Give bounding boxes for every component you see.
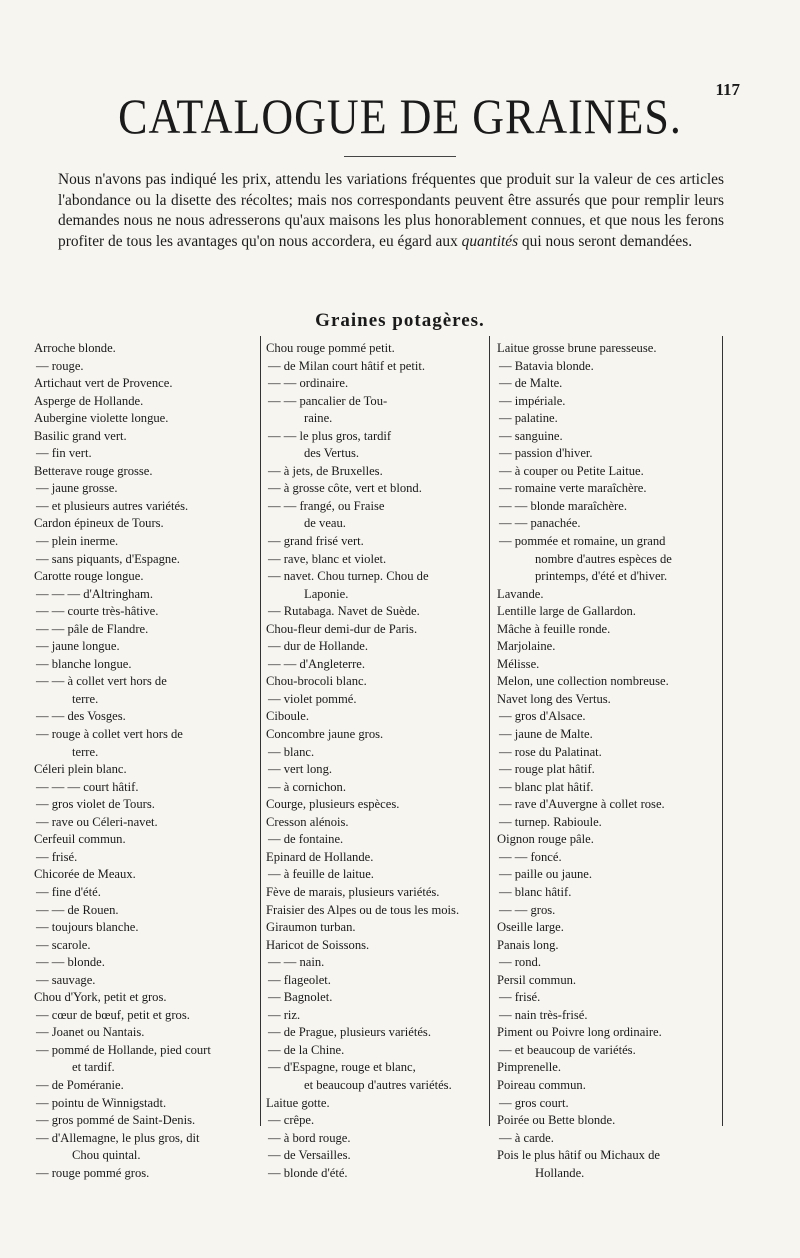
catalogue-entry: Chou quintal. — [72, 1148, 141, 1163]
catalogue-entry: — et plusieurs autres variétés. — [36, 498, 189, 513]
catalogue-entry: Pois le plus hâtif ou Michaux de — [497, 1148, 660, 1163]
catalogue-entry: Hollande. — [535, 1165, 585, 1180]
catalogue-entry: des Vertus. — [304, 446, 360, 461]
intro-text-end: qui nous seront demandées. — [518, 232, 693, 250]
catalogue-entry: Chou d'York, petit et gros. — [34, 990, 167, 1005]
catalogue-entry: — à jets, de Bruxelles. — [268, 463, 383, 478]
seed-column-3 — [497, 340, 717, 1182]
catalogue-entry: — — d'Angleterre. — [268, 656, 366, 671]
catalogue-entry: Mélisse. — [497, 656, 540, 671]
catalogue-entry: — cœur de bœuf, petit et gros. — [36, 1007, 190, 1022]
catalogue-entry: — — gros. — [499, 902, 556, 917]
catalogue-entry: — — frangé, ou Fraise — [268, 498, 385, 513]
catalogue-entry: Chou-fleur demi-dur de Paris. — [266, 621, 418, 636]
catalogue-entry: — — blonde maraîchère. — [499, 498, 627, 513]
catalogue-entry: — gros d'Alsace. — [499, 709, 586, 724]
catalogue-entry: — sanguine. — [499, 428, 563, 443]
catalogue-entry: — à grosse côte, vert et blond. — [268, 481, 422, 496]
catalogue-entry: terre. — [72, 691, 99, 706]
catalogue-entry: — — — court hâtif. — [36, 779, 139, 794]
catalogue-entry: Giraumon turban. — [266, 920, 356, 935]
catalogue-entry: — d'Espagne, rouge et blanc, — [268, 1060, 416, 1075]
catalogue-entry: Betterave rouge grosse. — [34, 463, 153, 478]
catalogue-entry: nombre d'autres espèces de — [535, 551, 672, 566]
catalogue-entry: Cardon épineux de Tours. — [34, 516, 164, 531]
title-rule — [344, 156, 456, 157]
catalogue-entry: — dur de Hollande. — [268, 639, 369, 654]
catalogue-entry: — blanc. — [268, 744, 315, 759]
catalogue-entry: — palatine. — [499, 411, 558, 426]
catalogue-entry: Lentille large de Gallardon. — [497, 604, 636, 619]
catalogue-entry: Laitue gotte. — [266, 1095, 330, 1110]
catalogue-entry: Marjolaine. — [497, 639, 556, 654]
catalogue-entry: Ciboule. — [266, 709, 310, 724]
catalogue-entry: — fine d'été. — [36, 884, 101, 899]
catalogue-entry: — rond. — [499, 955, 541, 970]
catalogue-entry: — — de Rouen. — [36, 902, 119, 917]
catalogue-entry: Arroche blonde. — [34, 341, 116, 355]
catalogue-entry: — rouge. — [36, 358, 84, 373]
catalogue-entry: — — à collet vert hors de — [36, 674, 167, 689]
catalogue-entry: terre. — [72, 744, 99, 759]
catalogue-entry: — navet. Chou turnep. Chou de — [268, 569, 429, 584]
catalogue-entry: Mâche à feuille ronde. — [497, 621, 611, 636]
catalogue-entry: — — pancalier de Tou- — [268, 393, 388, 408]
catalogue-entry: Chou rouge pommé petit. — [266, 341, 395, 355]
catalogue-entry: — impériale. — [499, 393, 566, 408]
catalogue-entry: — de la Chine. — [268, 1042, 345, 1057]
catalogue-entry: — fin vert. — [36, 446, 92, 461]
catalogue-entry: Courge, plusieurs espèces. — [266, 797, 400, 812]
catalogue-entry: — toujours blanche. — [36, 920, 139, 935]
catalogue-entry: — paille ou jaune. — [499, 867, 593, 882]
catalogue-entry: — rave ou Céleri-navet. — [36, 814, 158, 829]
catalogue-entry: — — ordinaire. — [268, 376, 349, 391]
catalogue-entry: — turnep. Rabioule. — [499, 814, 602, 829]
catalogue-entry: Chou-brocoli blanc. — [266, 674, 367, 689]
catalogue-entry: — à feuille de laitue. — [268, 867, 374, 882]
section-title: Graines potagères. — [315, 310, 485, 331]
page-number: 117 — [715, 80, 740, 99]
intro-text: Nous n'avons pas indiqué les prix, attendu les variations fréquentes que produit sur la valeur de ces articles l'abondance ou la disette des récoltes; mais nos correspondants peuvent être assurés que pour remplir leurs demandes nous ne nous adresserons qu'aux maisons les plus honorablement connues, et que nous les ferons profiter de tous les avantages qu'on nous accordera, eu égard aux — [58, 171, 724, 250]
catalogue-entry: — à cornichon. — [268, 779, 346, 794]
catalogue-entry: — — panachée. — [499, 516, 581, 531]
catalogue-entry: Poireau commun. — [497, 1077, 586, 1092]
catalogue-entry: — nain très-frisé. — [499, 1007, 588, 1022]
catalogue-entry: — violet pommé. — [268, 691, 357, 706]
catalogue-entry: — blonde d'été. — [268, 1165, 348, 1180]
catalogue-entry: Navet long des Vertus. — [497, 691, 611, 706]
catalogue-entry: — Batavia blonde. — [499, 358, 594, 373]
catalogue-entry: — à bord rouge. — [268, 1130, 351, 1145]
catalogue-entry: — crêpe. — [268, 1113, 315, 1128]
catalogue-entry: Artichaut vert de Provence. — [34, 376, 173, 391]
catalogue-entry: Asperge de Hollande. — [34, 393, 144, 408]
catalogue-entry: — jaune de Malte. — [499, 727, 593, 742]
intro-emphasis: quantités — [461, 232, 519, 250]
catalogue-entry: et tardif. — [72, 1060, 115, 1075]
catalogue-entry: — et beaucoup de variétés. — [499, 1042, 636, 1057]
seed-column-2 — [266, 340, 486, 1182]
catalogue-entry: — à carde. — [499, 1130, 554, 1145]
seed-column-1 — [34, 340, 254, 1182]
catalogue-entry: — — courte très-hâtive. — [36, 604, 159, 619]
catalogue-entry: — rouge à collet vert hors de — [36, 727, 183, 742]
catalogue-entry: — sauvage. — [36, 972, 96, 987]
catalogue-entry: et beaucoup d'autres variétés. — [304, 1077, 452, 1092]
catalogue-entry: Carotte rouge longue. — [34, 569, 144, 584]
catalogue-entry: — jaune grosse. — [36, 481, 118, 496]
catalogue-entry: — blanc hâtif. — [499, 884, 572, 899]
catalogue-entry: — Bagnolet. — [268, 990, 333, 1005]
catalogue-entry: — — blonde. — [36, 955, 105, 970]
catalogue-entry: — pointu de Winnigstadt. — [36, 1095, 167, 1110]
catalogue-entry: — pommé de Hollande, pied court — [36, 1042, 211, 1057]
catalogue-entry: — rose du Palatinat. — [499, 744, 602, 759]
catalogue-entry: — sans piquants, d'Espagne. — [36, 551, 180, 566]
catalogue-entry: printemps, d'été et d'hiver. — [535, 569, 668, 584]
catalogue-entry: — grand frisé vert. — [268, 534, 364, 549]
catalogue-entry: — Rutabaga. Navet de Suède. — [268, 604, 420, 619]
catalogue-entry: Poirée ou Bette blonde. — [497, 1113, 616, 1128]
catalogue-entry: Laitue grosse brune paresseuse. — [497, 341, 657, 355]
catalogue-entry: — rouge pommé gros. — [36, 1165, 150, 1180]
catalogue-entry: — de Poméranie. — [36, 1077, 124, 1092]
catalogue-entry: Pimprenelle. — [497, 1060, 562, 1075]
catalogue-entry: — jaune longue. — [36, 639, 120, 654]
catalogue-entry: Basilic grand vert. — [34, 428, 127, 443]
catalogue-entry: — gros pommé de Saint-Denis. — [36, 1113, 196, 1128]
catalogue-entry: — romaine verte maraîchère. — [499, 481, 647, 496]
catalogue-entry: — — des Vosges. — [36, 709, 126, 724]
catalogue-entry: — rouge plat hâtif. — [499, 762, 595, 777]
catalogue-entry: — d'Allemagne, le plus gros, dit — [36, 1130, 200, 1145]
catalogue-entry: — à couper ou Petite Laitue. — [499, 463, 644, 478]
catalogue-entry: Epinard de Hollande. — [266, 849, 374, 864]
catalogue-entry: Fraisier des Alpes ou de tous les mois. — [266, 902, 460, 917]
catalogue-entry: Lavande. — [497, 586, 544, 601]
catalogue-entry: Cresson alénois. — [266, 814, 349, 829]
column-divider — [260, 336, 261, 1126]
catalogue-entry: — de Prague, plusieurs variétés. — [268, 1025, 431, 1040]
catalogue-entry: — Joanet ou Nantais. — [36, 1025, 145, 1040]
catalogue-entry: — riz. — [268, 1007, 301, 1022]
catalogue-entry: Concombre jaune gros. — [266, 727, 384, 742]
catalogue-entry: — gros violet de Tours. — [36, 797, 155, 812]
column-divider — [722, 336, 723, 1126]
catalogue-entry: Cerfeuil commun. — [34, 832, 126, 847]
catalogue-entry: — de Malte. — [499, 376, 563, 391]
catalogue-entry: — gros court. — [499, 1095, 569, 1110]
catalogue-entry: — de Versailles. — [268, 1148, 351, 1163]
catalogue-entry: — — — d'Altringham. — [36, 586, 154, 601]
catalogue-entry: — blanc plat hâtif. — [499, 779, 594, 794]
catalogue-entry: — de fontaine. — [268, 832, 344, 847]
catalogue-entry: — — pâle de Flandre. — [36, 621, 149, 636]
catalogue-entry: — rave, blanc et violet. — [268, 551, 387, 566]
column-divider — [489, 336, 490, 1126]
catalogue-entry: — frisé. — [499, 990, 541, 1005]
catalogue-entry: Laponie. — [304, 586, 349, 601]
catalogue-entry: Piment ou Poivre long ordinaire. — [497, 1025, 662, 1040]
catalogue-entry: Oignon rouge pâle. — [497, 832, 594, 847]
catalogue-entry: — — foncé. — [499, 849, 562, 864]
catalogue-entry: — — nain. — [268, 955, 325, 970]
catalogue-entry: Melon, une collection nombreuse. — [497, 674, 669, 689]
catalogue-entry: Oseille large. — [497, 920, 564, 935]
catalogue-entry: — pommée et romaine, un grand — [499, 534, 666, 549]
catalogue-entry: — passion d'hiver. — [499, 446, 593, 461]
catalogue-entry: — scarole. — [36, 937, 91, 952]
catalogue-entry: — frisé. — [36, 849, 78, 864]
catalogue-entry: Panais long. — [497, 937, 559, 952]
catalogue-entry: Chicorée de Meaux. — [34, 867, 136, 882]
catalogue-entry: de veau. — [304, 516, 346, 531]
catalogue-entry: — flageolet. — [268, 972, 331, 987]
intro-paragraph — [58, 170, 724, 252]
catalogue-entry: Fève de marais, plusieurs variétés. — [266, 884, 440, 899]
catalogue-entry: — de Milan court hâtif et petit. — [268, 358, 426, 373]
catalogue-entry: Haricot de Soissons. — [266, 937, 370, 952]
catalogue-entry: — vert long. — [268, 762, 333, 777]
catalogue-entry: — blanche longue. — [36, 656, 132, 671]
catalogue-entry: — rave d'Auvergne à collet rose. — [499, 797, 665, 812]
catalogue-entry: raine. — [304, 411, 333, 426]
catalogue-entry: Céleri plein blanc. — [34, 762, 127, 777]
catalogue-entry: Aubergine violette longue. — [34, 411, 169, 426]
catalogue-entry: — plein inerme. — [36, 534, 119, 549]
catalogue-entry: Persil commun. — [497, 972, 577, 987]
catalogue-entry: — — le plus gros, tardif — [268, 428, 392, 443]
page-title: CATALOGUE DE GRAINES. — [118, 89, 682, 144]
